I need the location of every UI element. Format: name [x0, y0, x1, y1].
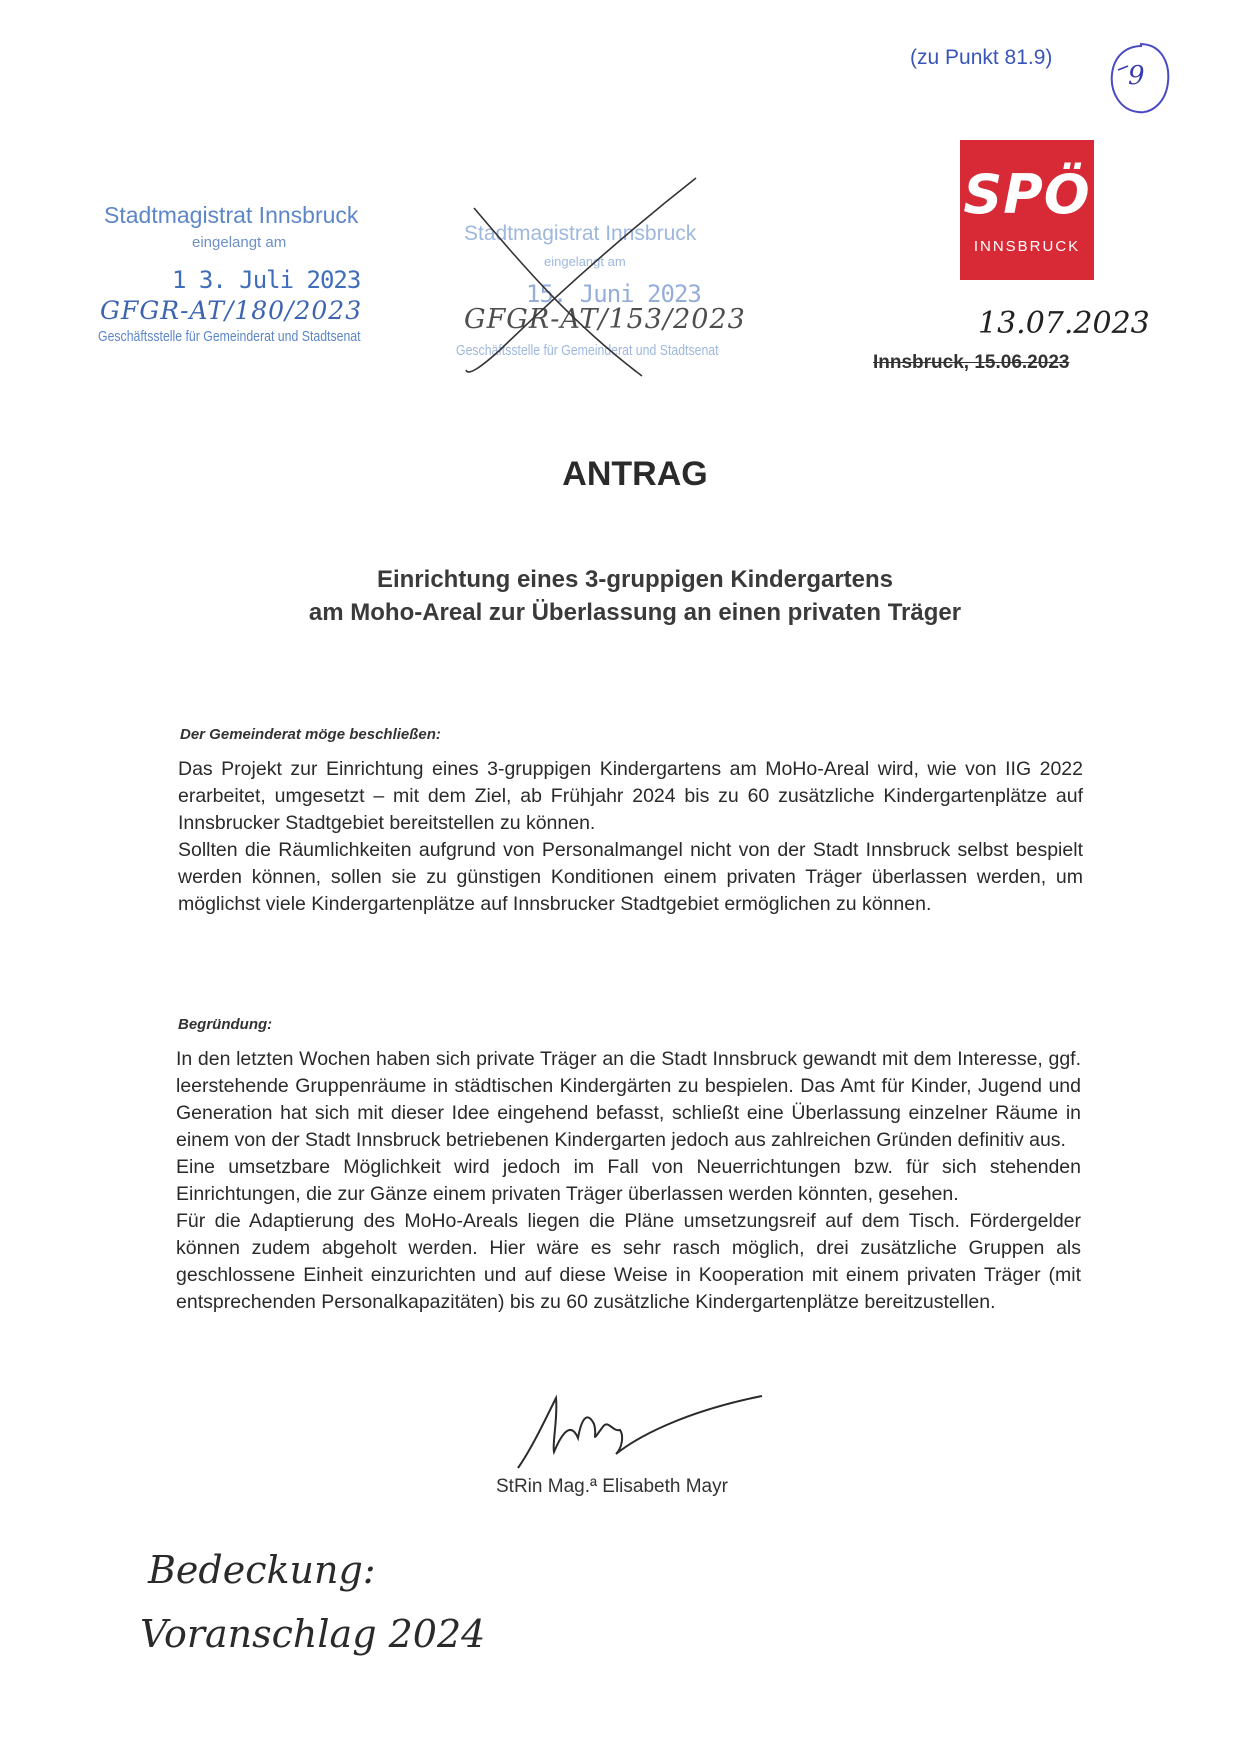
- stamp-subtitle: eingelangt am: [544, 254, 626, 269]
- resolution-text: [178, 756, 1083, 918]
- resolution-paragraph: Sollten die Räumlichkeiten aufgrund von Personalmangel nicht von der Stadt Innsbruck selbst bespielt werden können, sollen sie zu günstigen Konditionen einem privaten Träger überlassen werden, um möglichst viele Kindergartenplätze auf Innsbrucker Stadtgebiet ermöglichen zu können.: [178, 839, 1083, 915]
- circled-item-number: [1106, 40, 1174, 118]
- agenda-reference: (zu Punkt 81.9): [910, 46, 1053, 69]
- justification-label: Begründung:: [178, 1016, 273, 1033]
- stamp-handwritten-number: GFGR-AT/153/2023: [464, 304, 746, 335]
- stamp-title: Stadtmagistrat Innsbruck: [464, 222, 697, 245]
- signature-scribble: [512, 1388, 772, 1478]
- justification-paragraph: Für die Adaptierung des MoHo-Areals liegen die Pläne umsetzungsreif auf dem Tisch. Fördergelder können zudem abgeholt werden. Hier wäre es sehr rasch möglich, drei zusätzliche Gruppen als geschlossene Einheit einzurichten und auf diese Weise in Kooperation mit einem privaten Träger (mit entsprechenden Personalkapazitäten) bis zu 60 zusätzliche Kindergartenplätze bereitzustellen.: [176, 1210, 1081, 1313]
- resolution-paragraph: Das Projekt zur Einrichtung eines 3-gruppigen Kindergartens am MoHo-Areal wird, wie von IIG 2022 erarbeitet, umgesetzt – mit dem Ziel, ab Frühjahr 2024 bis zu 60 zusätzliche Kindergartenplätze auf Innsbrucker Stadtgebiet bereitstellen zu können.: [178, 758, 1083, 834]
- document-title: ANTRAG: [562, 455, 708, 493]
- resolution-label: Der Gemeinderat möge beschließen:: [180, 726, 441, 743]
- handwritten-note-line-2: Voranschlag 2024: [140, 1612, 486, 1656]
- subtitle-line-2: am Moho-Areal zur Überlassung an einen privaten Träger: [308, 599, 962, 626]
- stamp-footer: Geschäftsstelle für Gemeinderat und Stadtsenat: [98, 328, 361, 345]
- logo-wordmark: SPÖ: [963, 163, 1091, 226]
- stamp-date: 15. Juni 2023: [526, 280, 701, 308]
- stamp-title: Stadtmagistrat Innsbruck: [104, 202, 359, 228]
- spoe-logo: [960, 140, 1094, 280]
- justification-paragraph: In den letzten Wochen haben sich private Träger an die Stadt Innsbruck gewandt mit dem Interesse, ggf. leerstehende Gruppenräume in städtischen Kindergärten zu bespielen. Das Amt für Kinder, Jugend und Generation hat sich mit dieser Idee eingehend befasst, schließt eine Überlassung einzelner Räume in einem von der Stadt Innsbruck betriebenen Kindergarten jedoch aus zahlreichen Gründen definitiv aus.: [176, 1048, 1081, 1151]
- stamp-subtitle: eingelangt am: [192, 234, 287, 251]
- stamp-footer: Geschäftsstelle für Gemeinderat und Stadtsenat: [456, 342, 719, 359]
- handwritten-date: 13.07.2023: [978, 306, 1150, 341]
- circled-number: 9: [1128, 61, 1145, 91]
- document-subtitle: [0, 563, 1240, 629]
- cross-out-strokes: [460, 172, 700, 392]
- signatory-name: StRin Mag.ª Elisabeth Mayr: [496, 1476, 728, 1497]
- justification-paragraph: Eine umsetzbare Möglichkeit wird jedoch im Fall von Neuerrichtungen bzw. für sich stehenden Einrichtungen, die zur Gänze einem privaten Träger überlassen werden könnten, gesehen.: [176, 1156, 1081, 1205]
- justification-text: [176, 1046, 1081, 1316]
- stamp-date: 1 3. Juli 2023: [172, 266, 361, 294]
- subtitle-line-1: Einrichtung eines 3-gruppigen Kindergartens: [376, 566, 894, 593]
- stamp-handwritten-number: GFGR-AT/180/2023: [100, 296, 363, 325]
- logo-city: INNSBRUCK: [973, 238, 1081, 255]
- place-and-date: Innsbruck, 15.06.2023: [873, 352, 1070, 373]
- handwritten-note-line-1: Bedeckung:: [148, 1548, 376, 1592]
